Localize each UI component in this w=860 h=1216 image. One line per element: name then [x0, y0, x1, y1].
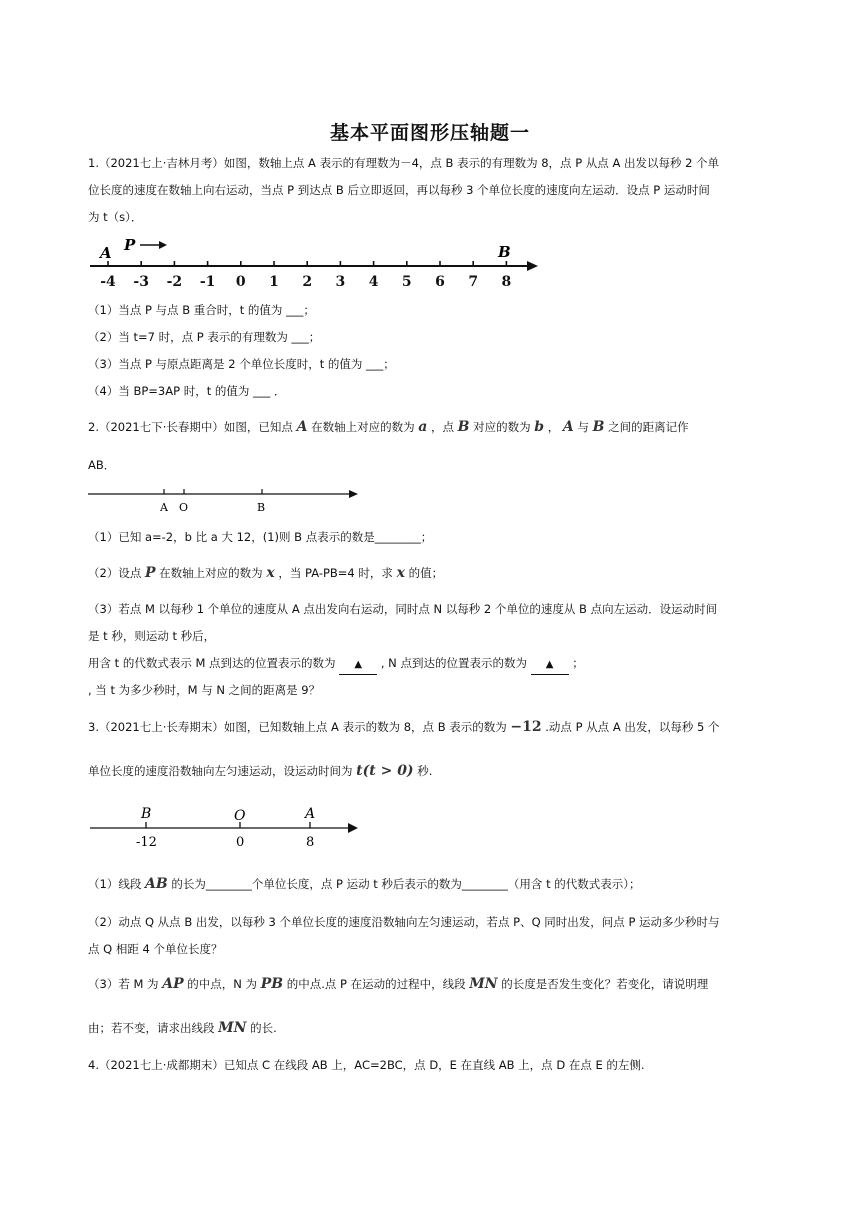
triangle-icon: ▲ — [354, 659, 363, 670]
q3-var-AP: AP — [162, 976, 184, 992]
q3-var-MN2: MN — [218, 1020, 247, 1036]
q3-text: 的长度是否发生变化？若变化，请说明理 — [501, 977, 709, 991]
q2-var-b: b — [534, 419, 545, 435]
q3-sub-2-line-2: 点 Q 相距 4 个单位长度？ — [88, 942, 223, 956]
q3-axis-num-a: 8 — [306, 835, 315, 850]
q2-text: 用含 t 的代数式表示 M 点到达的位置表示的数为 — [88, 656, 336, 670]
q1-axis-tick-label: 1 — [269, 274, 279, 290]
q2-text: 之间的距离记作 — [608, 420, 689, 434]
q2-text: 在数轴上对应的数为 — [159, 566, 263, 580]
q3-text: 由；若不变，请求出线段 — [88, 1021, 215, 1035]
q1-axis-tick-label: 8 — [501, 274, 512, 290]
q2-text: 2.（2021七下·长春期中）如图，已知点 — [88, 420, 293, 434]
q1-line-3: 为 t（s）． — [88, 210, 143, 224]
q1-line-2: 位长度的速度在数轴上向右运动，当点 P 到达点 B 后立即返回，再以每秒 3 个单位长度的速度向左运动．设点 P 运动时间 — [88, 183, 710, 197]
q2-text: ； — [572, 656, 584, 670]
q2-axis-label-b: B — [257, 501, 266, 514]
q2-text: （2）设点 — [88, 566, 142, 580]
q3-text: （3）若 M 为 — [88, 977, 159, 991]
q2-text: 与 — [577, 420, 589, 434]
q2-text: ， — [547, 420, 560, 434]
q1-line-1: 1.（2021七上·吉林月考）如图，数轴上点 A 表示的有理数为－4，点 B 表示的有理数为 8，点 P 从点 A 出发以每秒 2 个单 — [88, 156, 720, 170]
q3-text: 的长. — [250, 1021, 277, 1035]
q3-text: .动点 P 从点 A 出发，以每秒 5 个 — [545, 720, 720, 734]
q1-axis-tick-label: 7 — [468, 274, 479, 290]
q3-axis-label-b: B — [141, 806, 152, 822]
q3-text: 单位长度的速度沿数轴向左匀速运动，设运动时间为 — [88, 764, 353, 778]
q2-text: 在数轴上对应的数为 — [311, 420, 415, 434]
q3-var-AB: AB — [144, 876, 168, 892]
q1-axis-tick-label: -2 — [166, 274, 183, 290]
q3-var-PB: PB — [260, 976, 284, 992]
q1-axis-tick-label: -3 — [133, 274, 149, 290]
q1-sub-2: （2）当 t=7 时，点 P 表示的有理数为 ___； — [88, 330, 321, 344]
q3-sub-2-line-1: （2）动点 Q 从点 B 出发，以每秒 3 个单位长度的速度沿数轴向左匀速运动，若点 P、Q 同时出发，问点 P 运动多少秒时与 — [88, 915, 720, 929]
q3-var-MN: MN — [469, 976, 498, 992]
q3-text: （1）线段 — [88, 877, 142, 891]
q1-sub-1: （1）当点 P 与点 B 重合时，t 的值为 ___； — [88, 303, 315, 317]
q1-axis-tick-label: 4 — [368, 274, 379, 290]
q3-axis-num-o: 0 — [236, 835, 245, 850]
q1-axis-tick-label: 0 — [235, 274, 246, 290]
q3-text: 的中点，N 为 — [187, 977, 258, 991]
q1-point-a-label: A — [100, 244, 112, 262]
q2-var-x2: x — [396, 565, 405, 581]
q1-axis-tick-label: 6 — [435, 274, 445, 290]
q2-axis-label-a: A — [160, 501, 168, 514]
q2-line-2: AB． — [88, 458, 116, 472]
q1-sub-4: （4）当 BP=3AP 时，t 的值为 ___ ． — [88, 384, 286, 398]
q2-sub-3-line-4: , 当 t 为多少秒时，M 与 N 之间的距离是 9？ — [88, 683, 321, 697]
triangle-icon: ▲ — [545, 659, 554, 670]
q2-sub-1: （1）已知 a=-2，b 比 a 大 12，(1)则 B 点表示的数是________； — [88, 530, 433, 544]
q3-text: 秒. — [417, 764, 433, 778]
q2-var-A2: A — [562, 419, 574, 435]
q2-var-P: P — [144, 565, 156, 581]
q3-text: 的中点.点 P 在运动的过程中，线段 — [286, 977, 466, 991]
q2-sub-3-line-1: （3）若点 M 以每秒 1 个单位的速度从 A 点出发向右运动，同时点 N 以每秒 2 个单位的速度从 B 点向左运动．设运动时间 — [88, 602, 718, 616]
page-title: 基本平面图形压轴题一 — [329, 122, 530, 144]
q2-var-a: a — [418, 419, 428, 435]
q3-text: 3.（2021七上·长寿期末）如图，已知数轴上点 A 表示的数为 8，点 B 表示的数为 — [88, 720, 507, 734]
q3-axis-label-a: A — [305, 806, 316, 822]
q3-text: 的长为________个单位长度，点 P 运动 t 秒后表示的数为________（用含 t 的代数式表示）； — [171, 877, 641, 891]
q1-axis-tick-label: -4 — [100, 274, 116, 290]
q3-sub-1 — [88, 875, 778, 893]
q2-sub-3-line-2: 是 t 秒，则运动 t 秒后， — [88, 629, 216, 643]
q2-text: 对应的数为 — [473, 420, 531, 434]
q1-sub-3: （3）当点 P 与原点距离是 2 个单位长度时，t 的值为 ___； — [88, 357, 395, 371]
q2-axis-label-o: O — [179, 501, 189, 514]
q2-text: , N 点到达的位置表示的数为 — [380, 656, 527, 670]
q2-var-B: B — [457, 419, 470, 435]
q3-axis-num-b: -12 — [136, 835, 157, 850]
q4-line-1: 4.（2021七上·成都期末）已知点 C 在线段 AB 上，AC=2BC，点 D，E 在直线 AB 上，点 D 在点 E 的左侧. — [88, 1058, 645, 1072]
q2-var-x: x — [266, 565, 275, 581]
q2-var-B2: B — [592, 419, 605, 435]
q3-t-condition: t(t > 0) — [356, 763, 414, 779]
q1-axis-tick-label: 2 — [302, 274, 313, 290]
q3-axis-label-o: O — [234, 808, 246, 824]
q2-text: 的值； — [408, 566, 444, 580]
q1-axis-tick-label: 5 — [401, 274, 412, 290]
q3-neg12: −12 — [510, 719, 542, 735]
q3-sub-3-line-1 — [88, 975, 778, 993]
q1-axis-tick-label: -1 — [199, 274, 216, 290]
q2-text: ，当 PA-PB=4 时，求 — [278, 566, 393, 580]
q1-point-b-label: B — [498, 243, 511, 261]
q1-point-p-label: P — [124, 236, 136, 254]
q3-sub-3-line-2 — [88, 1019, 778, 1037]
q2-text: ，点 — [430, 420, 454, 434]
q1-axis-tick-label: 3 — [335, 274, 346, 290]
q2-var-A: A — [296, 419, 308, 435]
